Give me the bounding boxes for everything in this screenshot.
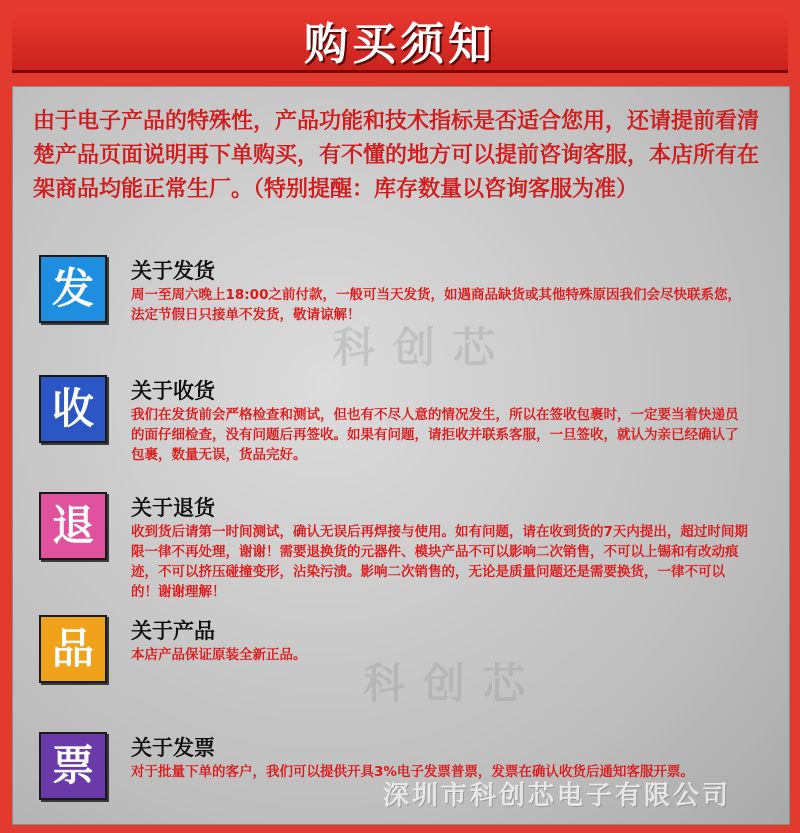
- watermark: 科创芯: [363, 659, 544, 708]
- intro-text: 由于电子产品的特殊性，产品功能和技术指标是否适合您用，还请提前看清楚产品页面说明再下单购买，有不懂的地方可以提前咨询客服，本店所有在架商品均能正常生厂。（特别提醒：库存数量以咨询客服为准）: [33, 109, 760, 202]
- watermark: 科创芯: [333, 323, 514, 372]
- section-body: 本店产品保证原装全新正品。: [131, 647, 307, 663]
- section-returns: [39, 492, 769, 600]
- receive-icon: [39, 375, 107, 443]
- section-body: 收到货后请第一时间测试，确认无误后再焊接与使用。如有问题，请在收到货的7天内提出，超过时间期限一律不再处理，谢谢！需要退换货的元器件、模块产品不可以影响二次销售，不可以上锡和有改动痕迹，不可以挤压碰撞变形，沾染污渍。影响二次销售的，无论是质量问题还是需要换货，一律不可以的！谢谢理解！: [131, 524, 748, 600]
- company-watermark: 深圳市科创芯电子有限公司: [383, 781, 732, 811]
- section-body: 周一至周六晚上18:00之前付款，一般可当天发货，如遇商品缺货或其他特殊原因我们会尽快联系您，法定节假日只接单不发货，敬请谅解！: [131, 287, 741, 323]
- product-icon: [39, 615, 107, 683]
- notice-panel: [12, 86, 790, 825]
- section-body: 我们在发货前会严格检查和测试，但也有不尽人意的情况发生，所以在签收包裹时，一定要当着快递员的面仔细检查，没有问题后再签收。如果有问题，请拒收并联系客服，一旦签收，就认为亲已经确认了包裹，数量无误，货品完好。: [131, 407, 739, 463]
- section-title: 关于产品: [131, 619, 215, 643]
- product-icon-char: 品: [51, 624, 94, 673]
- section-body: 对于批量下单的客户，我们可以提供开具3%电子发票普票，发票在确认收货后通知客服开票。: [131, 764, 694, 780]
- invoice-icon-char: 票: [51, 741, 94, 790]
- section-title: 关于退货: [131, 496, 215, 520]
- return-icon-char: 退: [51, 501, 94, 550]
- section-shipping: [39, 255, 769, 355]
- section-receiving: [39, 375, 769, 475]
- invoice-icon: [39, 732, 107, 800]
- ship-icon: [39, 255, 107, 323]
- header-banner: [12, 10, 788, 73]
- section-title: 关于发票: [131, 736, 215, 760]
- section-title: 关于收货: [131, 379, 215, 403]
- section-product: [39, 615, 769, 715]
- section-title: 关于发货: [131, 259, 215, 283]
- page-title: 购买须知: [304, 19, 496, 70]
- receive-icon-char: 收: [51, 384, 94, 433]
- ship-icon-char: 发: [51, 264, 94, 313]
- return-icon: [39, 492, 107, 560]
